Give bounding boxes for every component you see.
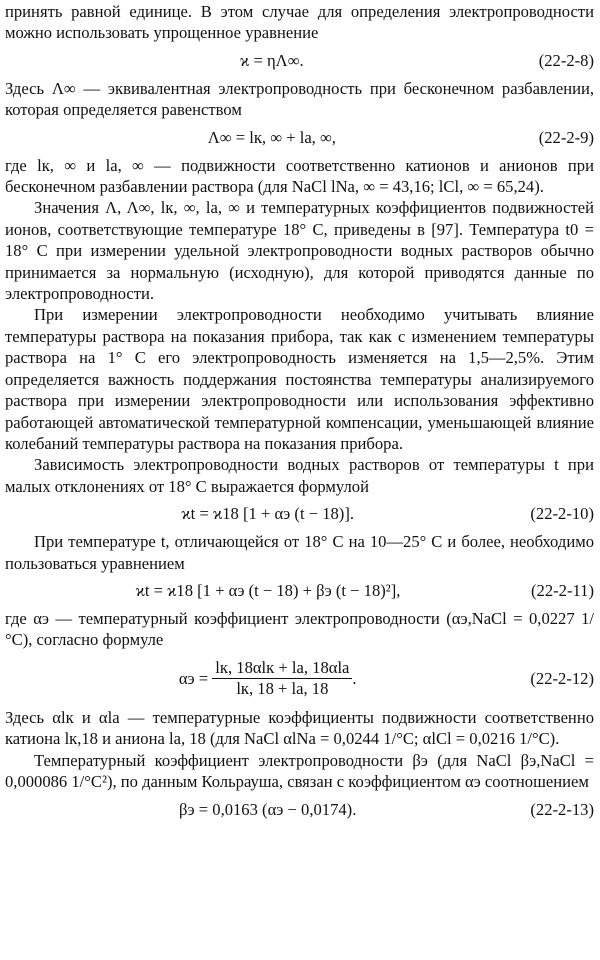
paragraph-7: При температуре t, отличающейся от 18° С на 10—25° С и более, необходимо пользоваться уравнением bbox=[5, 532, 594, 573]
fraction-numerator: lк, 18αlк + lа, 18αlа bbox=[212, 659, 352, 679]
paragraph-9: Здесь αlк и αlа — температурные коэффициенты подвижности соответственно катиона lк,18 и аниона lа, 18 (для NaCl αlNa = 0,0244 1/°С; αlCl = 0,0216 1/°С). bbox=[5, 707, 594, 749]
equation-number: (22-2-9) bbox=[538, 127, 594, 147]
fraction bbox=[212, 659, 352, 698]
equation-formula: ϰt = ϰ18 [1 + αэ (t − 18) + βэ (t − 18)²], bbox=[135, 581, 401, 601]
equation-22-2-12 bbox=[5, 651, 594, 707]
paragraph-10: Температурный коэффициент электропроводности βэ (для NaCl βэ,NaCl = 0,000086 1/°С²), по данным Кольрауша, связан с коэффициентом αэ соотношением bbox=[5, 750, 594, 791]
equation-22-2-11 bbox=[5, 574, 594, 608]
equation-number: (22-2-11) bbox=[531, 581, 594, 601]
paragraph-2: Здесь Λ∞ — эквивалентная электропроводность при бесконечном разбавлении, которая определяется равенством bbox=[5, 78, 594, 120]
equation-22-2-9 bbox=[5, 121, 594, 155]
equation-tail: . bbox=[352, 669, 357, 689]
equation-lhs: αэ = bbox=[178, 669, 209, 689]
equation-formula: ϰt = ϰ18 [1 + αэ (t − 18)]. bbox=[181, 504, 355, 524]
equation-fraction-block bbox=[5, 659, 530, 698]
equation-number: (22-2-13) bbox=[530, 799, 594, 819]
equation-number: (22-2-10) bbox=[530, 504, 594, 524]
paragraph-6: Зависимость электропроводности водных растворов от температуры t при малых отклонениях от 18° С выражается формулой bbox=[5, 455, 594, 496]
paragraph-3: где lк, ∞ и lа, ∞ — подвижности соответственно катионов и анионов при бесконечном разбавлении раствора (для NaCl lNa, ∞ = 43,16; lCl, ∞ = 65,24). bbox=[5, 155, 594, 197]
paragraph-5: При измерении электропроводности необходимо учитывать влияние температуры раствора на показания прибора, так как с изменением температуры раствора на 1° С его электропроводность изменяется на 1,5—2,5%. Этим определяется важность поддержания постоянства температуры анализируемого раствора при измерении электропроводности или использования эффективно работающей автоматической температурной компенсации, уменьшающей влияние колебаний температуры раствора на показания прибора. bbox=[5, 305, 594, 453]
equation-number: (22-2-12) bbox=[530, 669, 594, 689]
equation-22-2-13 bbox=[5, 792, 594, 826]
equation-formula: Λ∞ = lк, ∞ + lа, ∞, bbox=[207, 127, 336, 147]
equation-22-2-10 bbox=[5, 497, 594, 531]
fraction-denominator: lк, 18 + lа, 18 bbox=[236, 679, 329, 699]
paragraph-1: принять равной единице. В этом случае для определения электропроводности можно использовать упрощенное уравнение bbox=[5, 2, 594, 43]
equation-formula: ϰ = ηΛ∞. bbox=[240, 51, 304, 71]
equation-formula: βэ = 0,0163 (αэ − 0,0174). bbox=[179, 799, 357, 819]
equation-number: (22-2-8) bbox=[538, 51, 594, 71]
equation-22-2-8 bbox=[5, 44, 594, 78]
paragraph-8: где αэ — температурный коэффициент электропроводности (αэ,NaCl = 0,0227 1/°С), согласно формуле bbox=[5, 608, 594, 650]
paragraph-4: Значения Λ, Λ∞, lк, ∞, lа, ∞ и температурных коэффициентов подвижностей ионов, соответствующие температуре 18° С, приведены в [97]. Температура t0 = 18° С при измерении удельной электропроводности водных растворов обычно принимается за нормальную (исходную), для которой приводятся данные по электропроводности. bbox=[5, 198, 594, 304]
